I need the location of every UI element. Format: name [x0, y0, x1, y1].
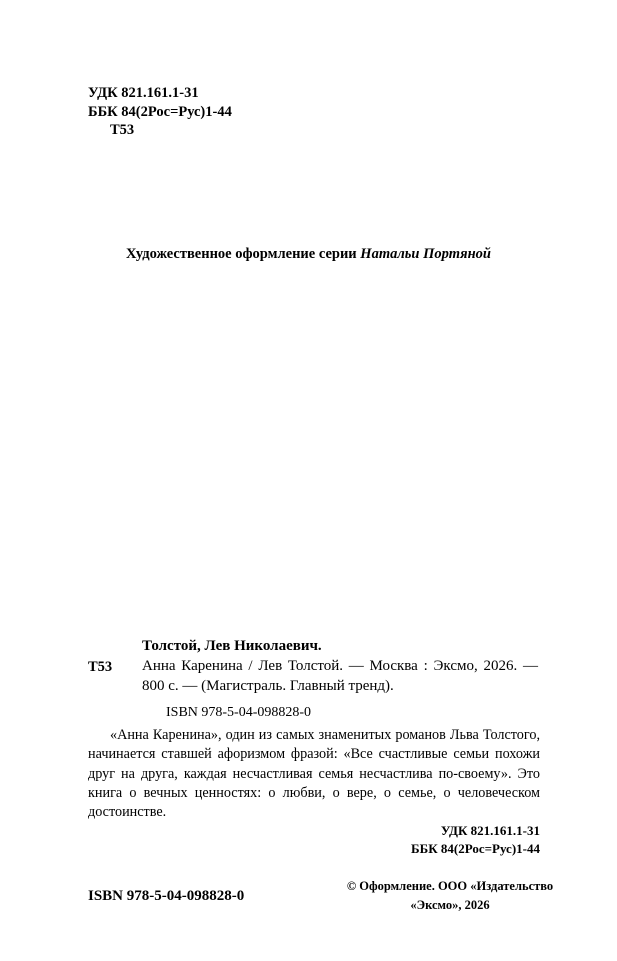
biblio-isbn: ISBN 978-5-04-098828-0	[166, 704, 312, 720]
udk-code-bottom: УДК 821.161.1-31	[440, 823, 540, 838]
series-design-credit-prefix: Художественное оформление серии	[125, 246, 361, 262]
biblio-description: Анна Каренина / Лев Толстой. — Москва : Эксмо, 2026. — 800 с. — (Магистраль. Главный тренд).	[142, 658, 538, 694]
classification-block-top	[88, 84, 232, 140]
series-designer-name: Натальи Портяной	[360, 246, 491, 262]
copyright-line-2: «Эксмо», 2026	[410, 897, 490, 912]
series-design-credit	[0, 246, 617, 263]
book-annotation: «Анна Каренина», один из самых знаменитых романов Льва Толстого, начинается ставшей афоризмом фразой: «Все счастливые семьи похожи друг на друга, каждая несчастливая семья несчастлива по-своему». Это книга о вечных ценностях: о любви, о вере, о семье, о человеческом достоинстве.	[88, 727, 540, 821]
udk-code-top: УДК 821.161.1-31	[88, 85, 199, 101]
classification-block-bottom	[411, 822, 540, 857]
bbk-code-top: ББК 84(2Рос=Рус)1-44	[88, 103, 232, 120]
bbk-code-bottom: ББК 84(2Рос=Рус)1-44	[411, 840, 540, 856]
bibliographic-record	[88, 638, 538, 721]
footer-copyright	[330, 877, 570, 915]
biblio-sigla: Т53	[88, 659, 113, 675]
footer-isbn: ISBN 978-5-04-098828-0	[88, 888, 245, 904]
copyright-line-1: © Оформление. ООО «Издательство	[346, 879, 554, 893]
author-sigla-top: Т53	[110, 122, 135, 139]
biblio-body	[88, 657, 538, 697]
biblio-author: Толстой, Лев Николаевич.	[142, 638, 322, 654]
